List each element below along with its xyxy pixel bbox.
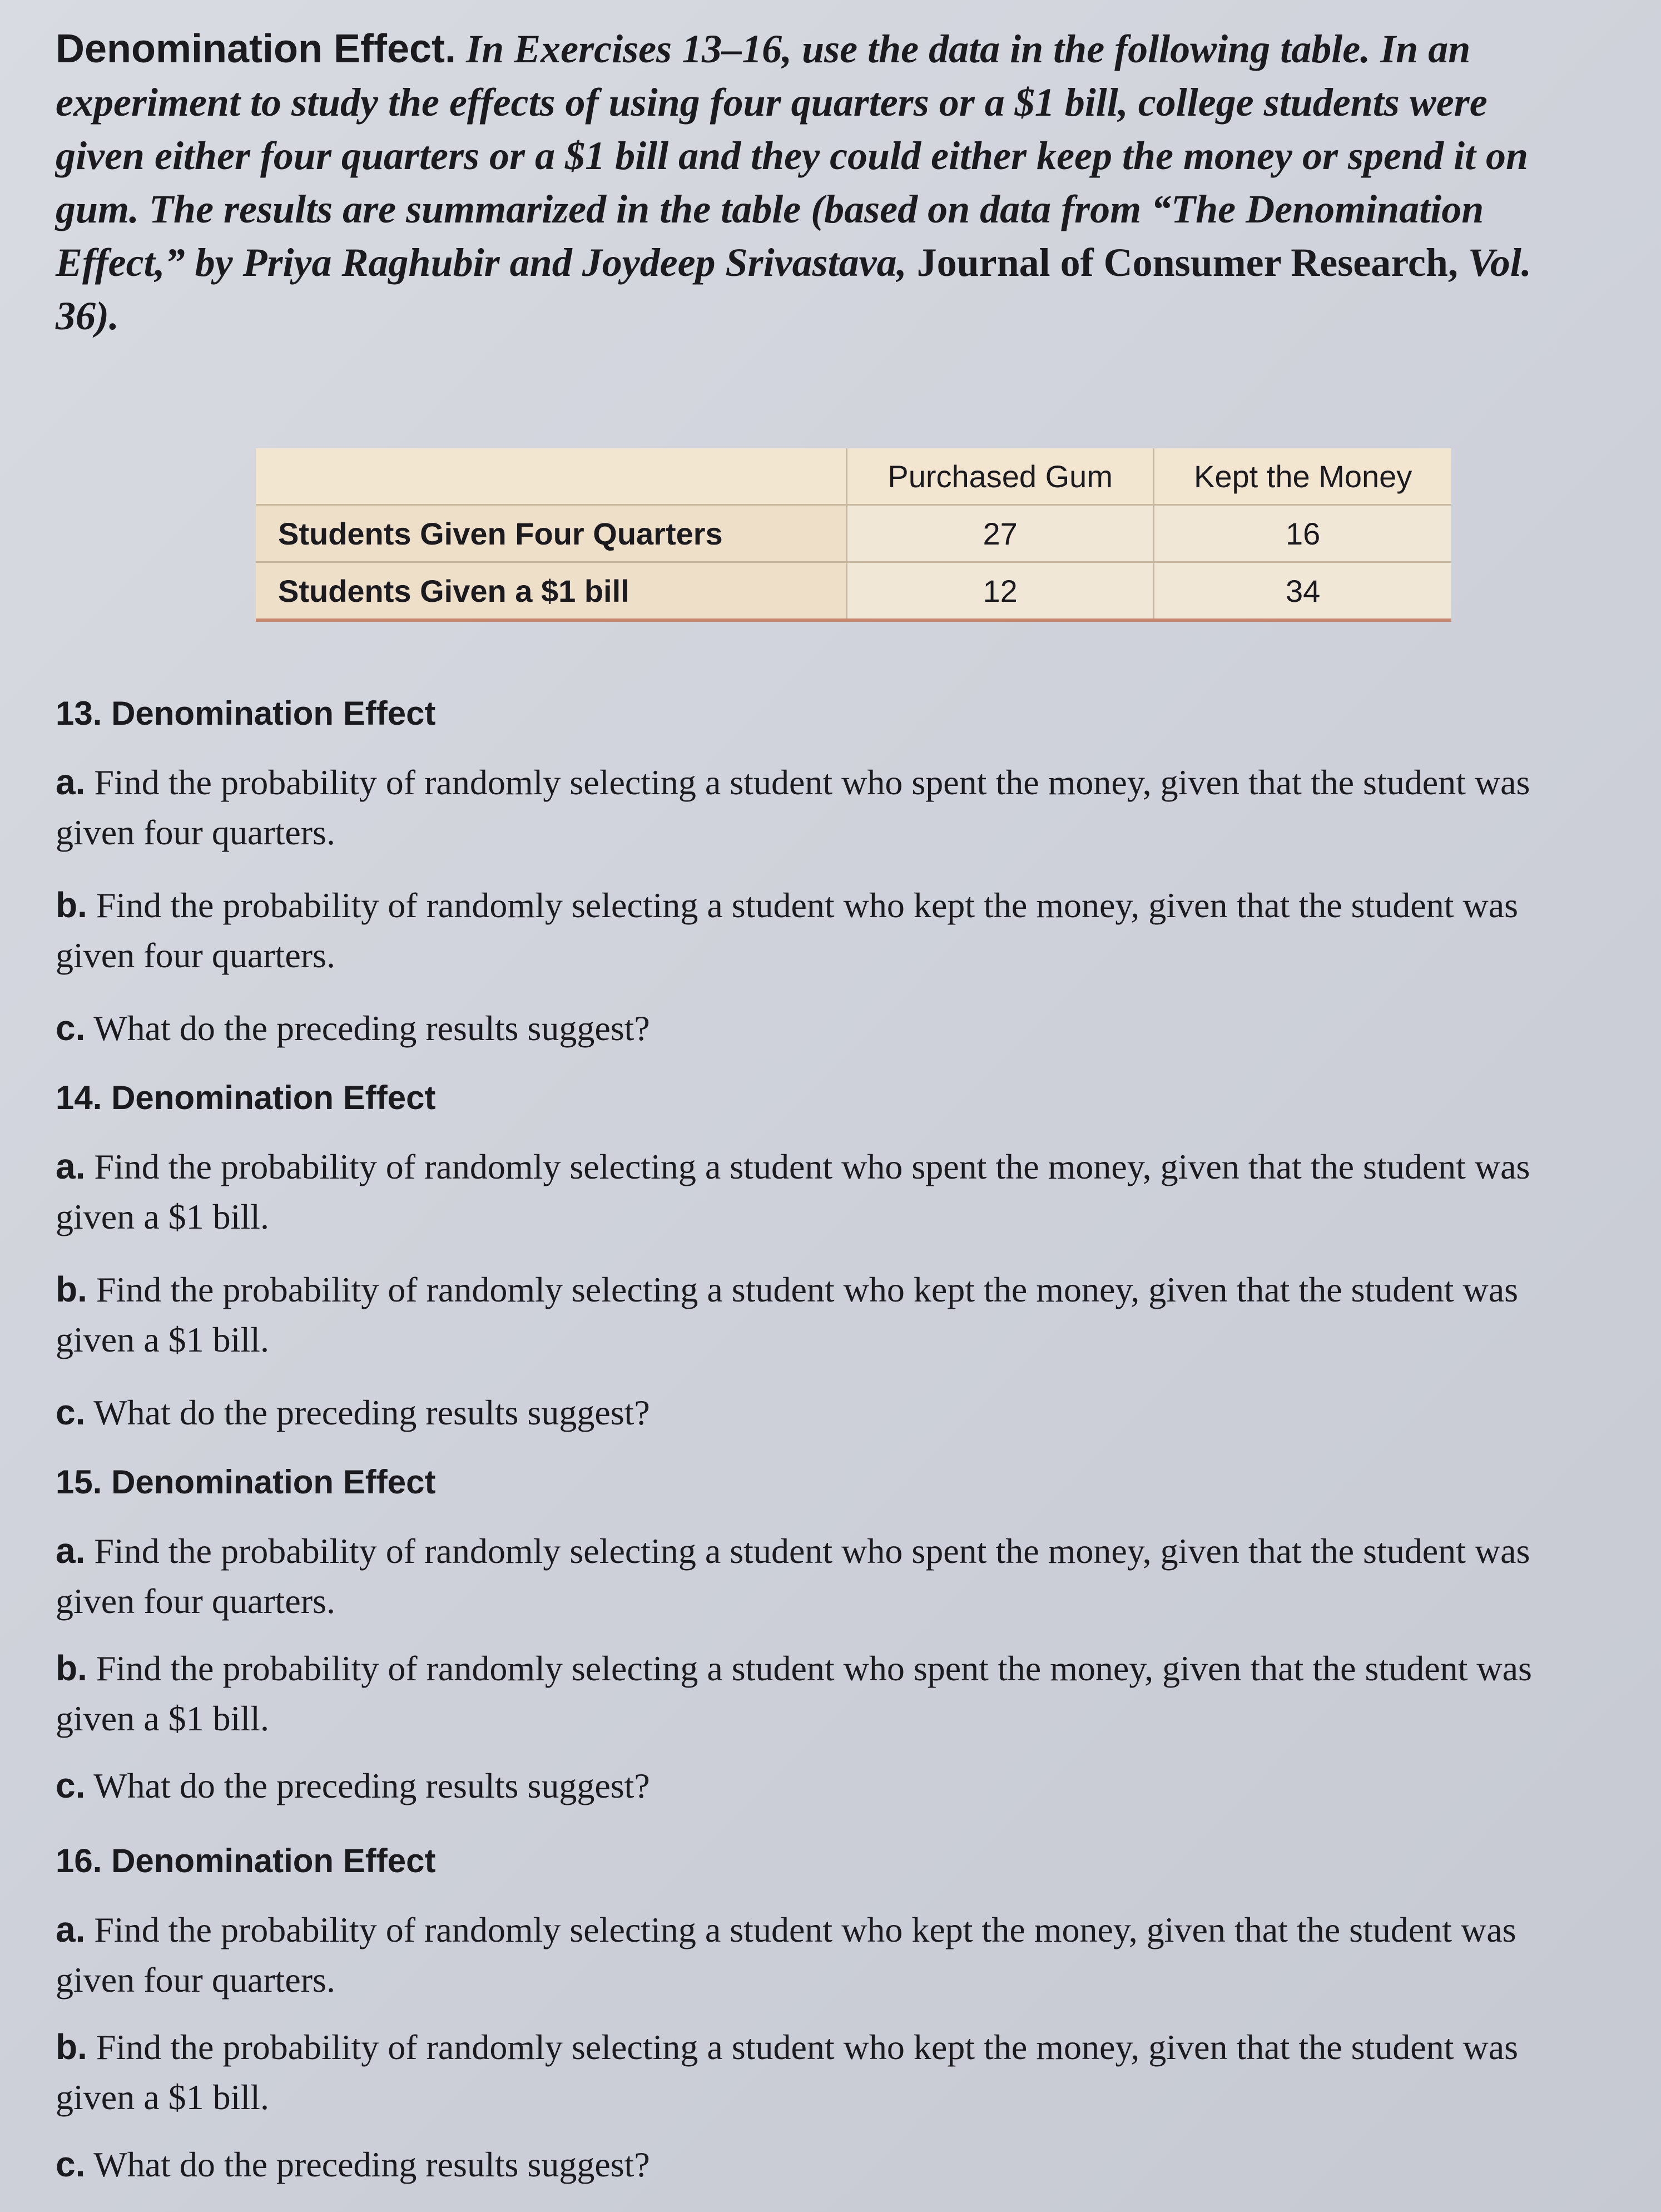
exercise-part — [56, 1643, 1579, 1744]
exercise-part — [56, 1526, 1579, 1626]
exercise-heading: 14. Denomination Effect — [56, 1079, 436, 1116]
exercise-part — [56, 1387, 1579, 1438]
part-letter: c. — [56, 1765, 86, 1805]
intro-volume: Vol. 36). — [56, 240, 1531, 338]
exercise-part — [56, 1760, 1579, 1811]
part-letter: c. — [56, 1008, 86, 1048]
part-text: Find the probability of randomly selecting a student who spent the money, given that the student was given a $1 bill. — [56, 1649, 1532, 1738]
header-purchased-gum: Purchased Gum — [847, 448, 1154, 505]
part-letter: b. — [56, 1269, 87, 1309]
part-text: What do the preceding results suggest? — [93, 2145, 650, 2184]
part-letter: a. — [56, 1909, 86, 1949]
header-kept-money: Kept the Money — [1154, 448, 1451, 505]
exercise-part — [56, 2139, 1579, 2190]
table-corner-cell — [256, 448, 847, 505]
data-table-wrapper — [256, 448, 1451, 622]
exercise-part — [56, 2022, 1579, 2122]
part-text: What do the preceding results suggest? — [93, 1766, 650, 1805]
intro-body: In Exercises 13–16, use the data in the following table. In an experiment to study the effects of using four quarters or a $1 bill, college students were given either four quarters or a $1 bill and they could either keep the money or spend it on gum. The results are summarized in the table (based on data from “The Denomination Effect,” by Priya Raghubir and Joydeep Srivastava, — [56, 27, 1529, 285]
exercise-heading: 13. Denomination Effect — [56, 695, 436, 732]
exercise-part — [56, 1904, 1579, 2005]
part-text: Find the probability of randomly selecting a student who spent the money, given that the student was given a $1 bill. — [56, 1147, 1530, 1236]
part-text: Find the probability of randomly selecting a student who kept the money, given that the student was given four quarters. — [56, 885, 1518, 975]
exercise-heading: 15. Denomination Effect — [56, 1463, 436, 1501]
table-row — [256, 505, 1451, 562]
exercise-heading: 16. Denomination Effect — [56, 1842, 436, 1879]
cell-quarters-purchased: 27 — [847, 505, 1154, 562]
contingency-table — [256, 448, 1451, 622]
intro-paragraph — [56, 22, 1579, 343]
part-letter: c. — [56, 2144, 86, 2184]
part-text: Find the probability of randomly selecting a student who spent the money, given that the student was given four quarters. — [56, 763, 1530, 852]
intro-lead: Denomination Effect. — [56, 27, 457, 71]
exercise-16 — [56, 1839, 1594, 2190]
exercise-14 — [56, 1076, 1594, 1438]
part-letter: b. — [56, 1648, 87, 1688]
part-text: Find the probability of randomly selecting a student who kept the money, given that the student was given a $1 bill. — [56, 2027, 1518, 2117]
intro-journal: Journal of Consumer Research, — [916, 240, 1458, 285]
exercise-part — [56, 1141, 1579, 1242]
part-text: Find the probability of randomly selecting a student who kept the money, given that the student was given four quarters. — [56, 1910, 1516, 2000]
part-text: What do the preceding results suggest? — [93, 1393, 650, 1432]
part-letter: a. — [56, 1146, 86, 1186]
exercise-15 — [56, 1460, 1594, 1811]
part-letter: a. — [56, 1531, 86, 1571]
exercise-part — [56, 880, 1579, 981]
exercise-part — [56, 757, 1579, 858]
row-label-four-quarters: Students Given Four Quarters — [256, 505, 847, 562]
part-text: Find the probability of randomly selecting a student who spent the money, given that the student was given four quarters. — [56, 1531, 1530, 1621]
cell-quarters-kept: 16 — [1154, 505, 1451, 562]
cell-bill-purchased: 12 — [847, 562, 1154, 621]
exercise-part — [56, 1264, 1579, 1365]
cell-bill-kept: 34 — [1154, 562, 1451, 621]
exercise-13 — [56, 691, 1594, 1053]
part-letter: b. — [56, 2027, 87, 2067]
part-letter: a. — [56, 762, 86, 802]
part-text: What do the preceding results suggest? — [93, 1008, 650, 1048]
table-row — [256, 562, 1451, 621]
part-text: Find the probability of randomly selecting a student who kept the money, given that the student was given a $1 bill. — [56, 1270, 1518, 1359]
part-letter: c. — [56, 1392, 86, 1432]
exercise-part — [56, 1003, 1579, 1053]
part-letter: b. — [56, 885, 87, 925]
row-label-dollar-bill: Students Given a $1 bill — [256, 562, 847, 621]
